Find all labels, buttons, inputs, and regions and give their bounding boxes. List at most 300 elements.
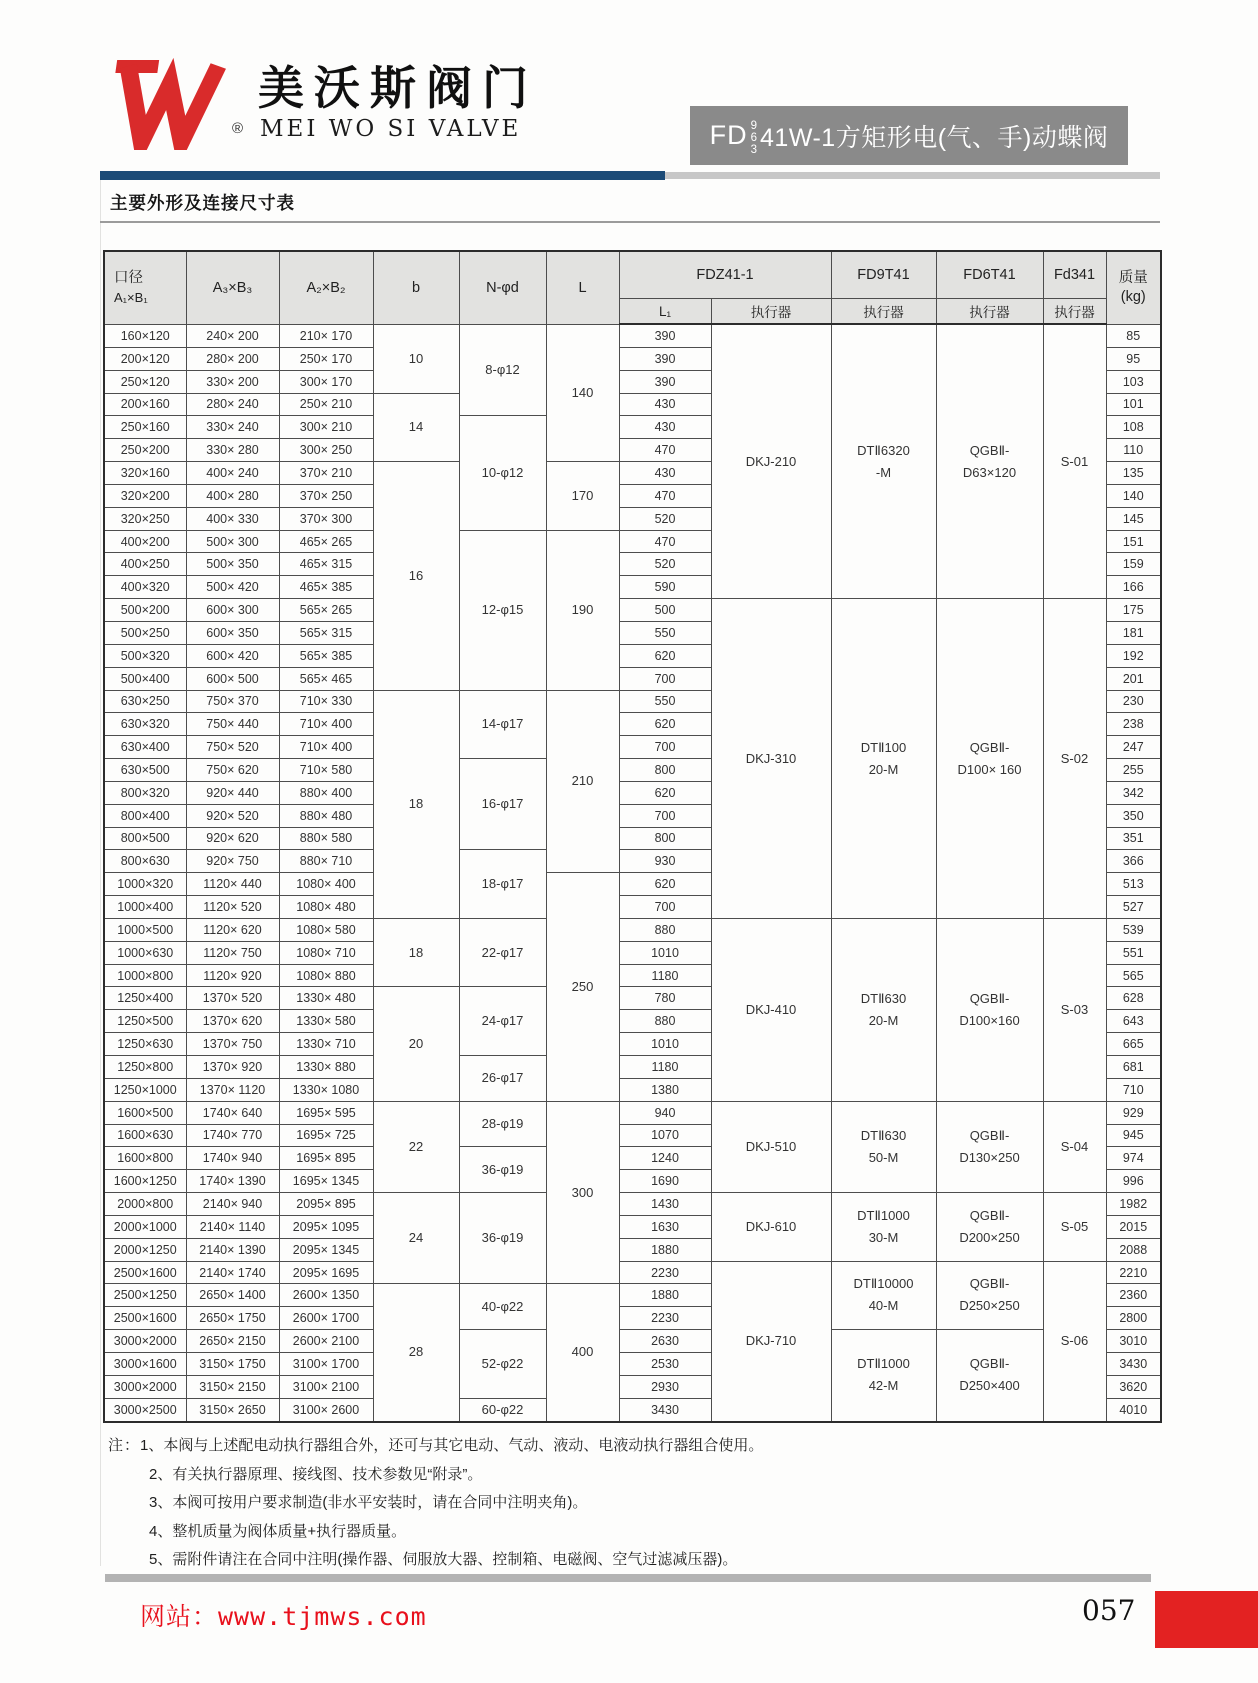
cell-a2b2: 1080× 480 [279,896,373,919]
cell-l1: 390 [619,370,711,393]
cell-b: 24 [373,1193,459,1284]
cell-weight: 565 [1106,964,1161,987]
cell-weight: 238 [1106,713,1161,736]
cell-weight: 159 [1106,553,1161,576]
cell-weight: 2360 [1106,1284,1161,1307]
col-header-diameter-cn: 口径 [114,269,143,286]
cell-a2b2: 2600× 1700 [279,1307,373,1330]
cell-l1: 1430 [619,1193,711,1216]
col-header-fd9t41: FD9T41 [831,251,936,299]
cell-a3b3: 1740× 640 [186,1101,279,1124]
cell-size: 400×200 [104,530,186,553]
col-header-weight-unit: (kg) [1120,288,1146,305]
cell-b: 16 [373,462,459,690]
sub-header-actuator-fd341: 执行器 [1043,299,1106,325]
cell-a2b2: 3100× 1700 [279,1352,373,1375]
cell-a2b2: 1330× 710 [279,1033,373,1056]
note-line-1 [108,1432,1068,1461]
cell-holes: 10-φ12 [459,416,546,530]
cell-dt-actuator: DTⅡ630 20-M [831,918,936,1101]
cell-weight: 2210 [1106,1261,1161,1284]
table-row [104,1193,1161,1216]
table-row [104,1101,1161,1124]
table-row [104,918,1161,941]
cell-l1: 1380 [619,1078,711,1101]
cell-holes: 8-φ12 [459,324,546,416]
cell-weight: 681 [1106,1056,1161,1079]
cell-size: 3000×2000 [104,1330,186,1353]
cell-a2b2: 880× 580 [279,827,373,850]
cell-a3b3: 750× 620 [186,759,279,782]
cell-a3b3: 330× 200 [186,370,279,393]
cell-a3b3: 600× 420 [186,644,279,667]
note-line-4: 4、整机质量为阀体质量+执行器质量。 [149,1522,407,1540]
cell-dkj-actuator: DKJ-510 [711,1101,831,1192]
company-logo [110,50,630,160]
cell-a2b2: 1695× 1345 [279,1170,373,1193]
cell-weight: 140 [1106,484,1161,507]
cell-size: 630×400 [104,736,186,759]
cell-weight: 665 [1106,1033,1161,1056]
cell-holes: 12-φ15 [459,530,546,690]
cell-l1: 1180 [619,1056,711,1079]
cell-holes: 24-φ17 [459,987,546,1056]
cell-size: 2500×1250 [104,1284,186,1307]
cell-a3b3: 280× 240 [186,393,279,416]
cell-b: 22 [373,1101,459,1192]
col-header-fd341: Fd341 [1043,251,1106,299]
website-link[interactable]: 网站：www.tjmws.com [140,1602,427,1631]
cell-a3b3: 920× 620 [186,827,279,850]
cell-b: 28 [373,1284,459,1422]
cell-a2b2: 880× 710 [279,850,373,873]
table-row [104,1330,1161,1353]
sub-header-actuator-fd9: 执行器 [831,299,936,325]
cell-a2b2: 710× 330 [279,690,373,713]
cell-l1: 520 [619,553,711,576]
cell-a2b2: 2095× 1345 [279,1238,373,1261]
col-header-a2b2: A₂×B₂ [279,251,373,324]
cell-holes: 18-φ17 [459,850,546,919]
cell-l1: 1180 [619,964,711,987]
cell-a3b3: 1370× 520 [186,987,279,1010]
cell-weight: 2800 [1106,1307,1161,1330]
cell-a3b3: 500× 350 [186,553,279,576]
header-divider-blue [100,171,665,180]
cell-a2b2: 565× 385 [279,644,373,667]
cell-weight: 3430 [1106,1352,1161,1375]
col-header-weight [1106,251,1161,324]
cell-holes: 14-φ17 [459,690,546,759]
cell-weight: 551 [1106,941,1161,964]
cell-l1: 2530 [619,1352,711,1375]
cell-dt-actuator: DTⅡ1000 30-M [831,1193,936,1262]
cell-a3b3: 600× 500 [186,667,279,690]
cell-size: 1600×500 [104,1101,186,1124]
cell-l1: 620 [619,644,711,667]
cell-l1: 620 [619,781,711,804]
table-row [104,324,1161,347]
cell-weight: 4010 [1106,1398,1161,1421]
cell-weight: 1982 [1106,1193,1161,1216]
notes-label: 注： [108,1437,141,1454]
cell-weight: 247 [1106,736,1161,759]
cell-a3b3: 400× 240 [186,462,279,485]
cell-a3b3: 330× 240 [186,416,279,439]
header-divider-gray [665,172,1160,179]
cell-l1: 880 [619,1010,711,1033]
cell-weight: 166 [1106,576,1161,599]
cell-a2b2: 1695× 725 [279,1124,373,1147]
cell-s-actuator: S-06 [1043,1261,1106,1421]
model-suffix: 41W-1方矩形电(气、手)动蝶阀 [760,123,1109,152]
cell-size: 200×160 [104,393,186,416]
model-stack-6: 6 [750,131,758,144]
cell-l1: 3430 [619,1398,711,1421]
cell-qgb-actuator: QGBⅡ- D63×120 [936,324,1043,599]
cell-l1: 1240 [619,1147,711,1170]
cell-a2b2: 300× 250 [279,439,373,462]
cell-qgb-actuator: QGBⅡ- D100×160 [936,918,1043,1101]
cell-a3b3: 1370× 920 [186,1056,279,1079]
registered-trademark: ® [232,120,244,137]
cell-l1: 430 [619,393,711,416]
cell-l1: 470 [619,530,711,553]
cell-size: 3000×2000 [104,1375,186,1398]
cell-size: 250×160 [104,416,186,439]
cell-a2b2: 370× 300 [279,507,373,530]
col-header-fd6t41: FD6T41 [936,251,1043,299]
cell-a2b2: 565× 315 [279,621,373,644]
cell-b: 14 [373,393,459,462]
col-header-n-phi-d: N-φd [459,251,546,324]
cell-holes: 26-φ17 [459,1056,546,1102]
cell-weight: 351 [1106,827,1161,850]
cell-weight: 145 [1106,507,1161,530]
cell-holes: 36-φ19 [459,1147,546,1193]
cell-a2b2: 1330× 1080 [279,1078,373,1101]
cell-size: 160×120 [104,324,186,347]
cell-dkj-actuator: DKJ-610 [711,1193,831,1262]
cell-dkj-actuator: DKJ-210 [711,324,831,599]
cell-a3b3: 1370× 620 [186,1010,279,1033]
cell-a3b3: 1120× 520 [186,896,279,919]
cell-size: 320×250 [104,507,186,530]
cell-a2b2: 210× 170 [279,324,373,347]
cell-b: 18 [373,690,459,918]
cell-a2b2: 370× 210 [279,462,373,485]
cell-dt-actuator: DTⅡ630 50-M [831,1101,936,1192]
cell-l1: 470 [619,439,711,462]
cell-weight: 135 [1106,462,1161,485]
cell-a3b3: 1740× 1390 [186,1170,279,1193]
cell-qgb-actuator: QGBⅡ- D100× 160 [936,599,1043,919]
cell-dt-actuator: DTⅡ100 20-M [831,599,936,919]
cell-weight: 539 [1106,918,1161,941]
cell-holes: 40-φ22 [459,1284,546,1330]
cell-size: 1250×1000 [104,1078,186,1101]
footer-red-block [1155,1591,1258,1648]
col-header-a3b3: A₃×B₃ [186,251,279,324]
col-header-b: b [373,251,459,324]
cell-l1: 1630 [619,1215,711,1238]
cell-l1: 1690 [619,1170,711,1193]
cell-weight: 201 [1106,667,1161,690]
cell-size: 1000×500 [104,918,186,941]
cell-size: 1000×320 [104,873,186,896]
cell-a2b2: 565× 265 [279,599,373,622]
cell-dt-actuator: DTⅡ10000 40-M [831,1261,936,1330]
cell-a3b3: 3150× 2650 [186,1398,279,1421]
product-model-banner [690,106,1128,165]
cell-a2b2: 1080× 580 [279,918,373,941]
cell-weight: 3620 [1106,1375,1161,1398]
cell-a2b2: 1080× 400 [279,873,373,896]
cell-dkj-actuator: DKJ-710 [711,1261,831,1421]
cell-a3b3: 1740× 770 [186,1124,279,1147]
cell-l1: 700 [619,804,711,827]
cell-a2b2: 710× 580 [279,759,373,782]
cell-a3b3: 3150× 2150 [186,1375,279,1398]
cell-l1: 390 [619,347,711,370]
cell-l1: 800 [619,759,711,782]
cell-a3b3: 1740× 940 [186,1147,279,1170]
cell-l1: 2230 [619,1307,711,1330]
cell-a3b3: 1120× 750 [186,941,279,964]
cell-weight: 108 [1106,416,1161,439]
col-header-weight-cn: 质量 [1118,269,1148,286]
cell-a3b3: 330× 280 [186,439,279,462]
cell-l1: 2630 [619,1330,711,1353]
cell-a3b3: 280× 200 [186,347,279,370]
cell-weight: 2015 [1106,1215,1161,1238]
cell-l: 300 [546,1101,619,1284]
cell-size: 2000×800 [104,1193,186,1216]
cell-a3b3: 2140× 940 [186,1193,279,1216]
cell-weight: 929 [1106,1101,1161,1124]
dimension-table-head [104,251,1161,324]
cell-size: 320×200 [104,484,186,507]
cell-dkj-actuator: DKJ-410 [711,918,831,1101]
cell-l1: 940 [619,1101,711,1124]
cell-l1: 550 [619,621,711,644]
cell-l1: 880 [619,918,711,941]
dimension-table [103,250,1162,1423]
cell-size: 630×320 [104,713,186,736]
cell-size: 1250×630 [104,1033,186,1056]
cell-size: 2000×1250 [104,1238,186,1261]
cell-a2b2: 1330× 580 [279,1010,373,1033]
model-number-stack [751,120,757,156]
cell-l1: 590 [619,576,711,599]
cell-a2b2: 1695× 595 [279,1101,373,1124]
cell-l: 400 [546,1284,619,1422]
cell-a2b2: 300× 170 [279,370,373,393]
cell-weight: 175 [1106,599,1161,622]
cell-a3b3: 1120× 440 [186,873,279,896]
cell-a3b3: 2650× 1750 [186,1307,279,1330]
page-number: 057 [1082,1594,1136,1627]
cell-size: 320×160 [104,462,186,485]
cell-size: 2500×1600 [104,1307,186,1330]
cell-weight: 103 [1106,370,1161,393]
cell-size: 630×250 [104,690,186,713]
cell-a3b3: 920× 440 [186,781,279,804]
cell-a3b3: 1120× 620 [186,918,279,941]
page-margin-line [100,176,101,1566]
cell-s-actuator: S-03 [1043,918,1106,1101]
cell-a3b3: 2140× 1140 [186,1215,279,1238]
footer-divider-bar [105,1574,1151,1582]
cell-l1: 930 [619,850,711,873]
cell-s-actuator: S-02 [1043,599,1106,919]
sub-header-actuator-fdz: 执行器 [711,299,831,325]
cell-size: 1000×400 [104,896,186,919]
cell-l: 210 [546,690,619,873]
cell-a2b2: 2600× 1350 [279,1284,373,1307]
cell-a3b3: 1370× 1120 [186,1078,279,1101]
cell-a3b3: 750× 440 [186,713,279,736]
cell-dkj-actuator: DKJ-310 [711,599,831,919]
sub-header-actuator-fd6: 执行器 [936,299,1043,325]
cell-weight: 366 [1106,850,1161,873]
cell-a3b3: 1370× 750 [186,1033,279,1056]
cell-l: 190 [546,530,619,690]
cell-qgb-actuator: QGBⅡ- D130×250 [936,1101,1043,1192]
cell-l1: 1880 [619,1238,711,1261]
cell-size: 2000×1000 [104,1215,186,1238]
cell-size: 250×120 [104,370,186,393]
cell-b: 10 [373,324,459,393]
cell-size: 630×500 [104,759,186,782]
cell-weight: 3010 [1106,1330,1161,1353]
cell-a3b3: 240× 200 [186,324,279,347]
cell-size: 500×400 [104,667,186,690]
cell-weight: 945 [1106,1124,1161,1147]
cell-weight: 350 [1106,804,1161,827]
cell-qgb-actuator: QGBⅡ- D250×250 [936,1261,1043,1330]
cell-a2b2: 465× 385 [279,576,373,599]
cell-l1: 700 [619,736,711,759]
cell-l1: 800 [619,827,711,850]
cell-a2b2: 3100× 2600 [279,1398,373,1421]
cell-size: 1600×800 [104,1147,186,1170]
cell-l1: 500 [619,599,711,622]
cell-a2b2: 880× 400 [279,781,373,804]
cell-a2b2: 250× 170 [279,347,373,370]
cell-size: 800×500 [104,827,186,850]
cell-l1: 520 [619,507,711,530]
cell-weight: 255 [1106,759,1161,782]
col-header-diameter-sub: A₁×B₁ [114,289,148,305]
cell-weight: 974 [1106,1147,1161,1170]
cell-l1: 700 [619,667,711,690]
cell-l1: 1010 [619,941,711,964]
cell-l1: 2930 [619,1375,711,1398]
cell-b: 20 [373,987,459,1101]
cell-a2b2: 1695× 895 [279,1147,373,1170]
cell-a2b2: 300× 210 [279,416,373,439]
cell-size: 800×320 [104,781,186,804]
cell-size: 400×250 [104,553,186,576]
cell-weight: 110 [1106,439,1161,462]
note-line-3: 3、本阀可按用户要求制造(非水平安装时，请在合同中注明夹角)。 [149,1494,588,1511]
cell-a3b3: 600× 300 [186,599,279,622]
cell-l1: 550 [619,690,711,713]
cell-a2b2: 465× 265 [279,530,373,553]
model-prefix: FD [709,120,748,150]
col-header-diameter [104,251,186,324]
cell-a2b2: 710× 400 [279,713,373,736]
cell-l: 140 [546,324,619,462]
cell-size: 200×120 [104,347,186,370]
cell-qgb-actuator: QGBⅡ- D200×250 [936,1193,1043,1262]
cell-weight: 710 [1106,1078,1161,1101]
cell-a2b2: 880× 480 [279,804,373,827]
table-row [104,1261,1161,1284]
cell-holes: 22-φ17 [459,918,546,987]
cell-holes: 28-φ19 [459,1101,546,1147]
cell-weight: 513 [1106,873,1161,896]
dimension-table-body [104,324,1161,1422]
cell-size: 1000×630 [104,941,186,964]
cell-qgb-actuator: QGBⅡ- D250×400 [936,1330,1043,1422]
cell-a3b3: 1120× 920 [186,964,279,987]
cell-size: 400×320 [104,576,186,599]
cell-weight: 181 [1106,621,1161,644]
header-row-main [104,251,1161,299]
cell-a2b2: 2095× 1695 [279,1261,373,1284]
model-stack-3: 3 [750,143,758,156]
cell-dt-actuator: DTⅡ6320 -M [831,324,936,599]
cell-s-actuator: S-04 [1043,1101,1106,1192]
cell-a3b3: 2140× 1390 [186,1238,279,1261]
cell-holes: 36-φ19 [459,1193,546,1284]
cell-a3b3: 600× 350 [186,621,279,644]
cell-l1: 780 [619,987,711,1010]
col-header-fdz41-1: FDZ41-1 [619,251,831,299]
cell-weight: 95 [1106,347,1161,370]
cell-a2b2: 370× 250 [279,484,373,507]
cell-l1: 700 [619,896,711,919]
cell-size: 1250×400 [104,987,186,1010]
cell-holes: 16-φ17 [459,759,546,850]
cell-size: 3000×2500 [104,1398,186,1421]
cell-s-actuator: S-05 [1043,1193,1106,1262]
cell-size: 3000×1600 [104,1352,186,1375]
cell-l: 250 [546,873,619,1101]
cell-a2b2: 1080× 880 [279,964,373,987]
cell-size: 800×630 [104,850,186,873]
cell-holes: 60-φ22 [459,1398,546,1421]
model-stack-9: 9 [750,119,758,132]
section-title: 主要外形及连接尺寸表 [110,193,295,213]
cell-size: 500×200 [104,599,186,622]
cell-weight: 527 [1106,896,1161,919]
cell-l1: 620 [619,713,711,736]
cell-a2b2: 1330× 880 [279,1056,373,1079]
cell-l1: 620 [619,873,711,896]
cell-size: 1600×630 [104,1124,186,1147]
cell-weight: 643 [1106,1010,1161,1033]
cell-l1: 390 [619,324,711,347]
cell-size: 1000×800 [104,964,186,987]
brand-name-english: MEI WO SI VALVE [260,116,522,142]
cell-l1: 2230 [619,1261,711,1284]
cell-a2b2: 3100× 2100 [279,1375,373,1398]
notes-block [108,1432,1068,1575]
cell-a3b3: 920× 520 [186,804,279,827]
